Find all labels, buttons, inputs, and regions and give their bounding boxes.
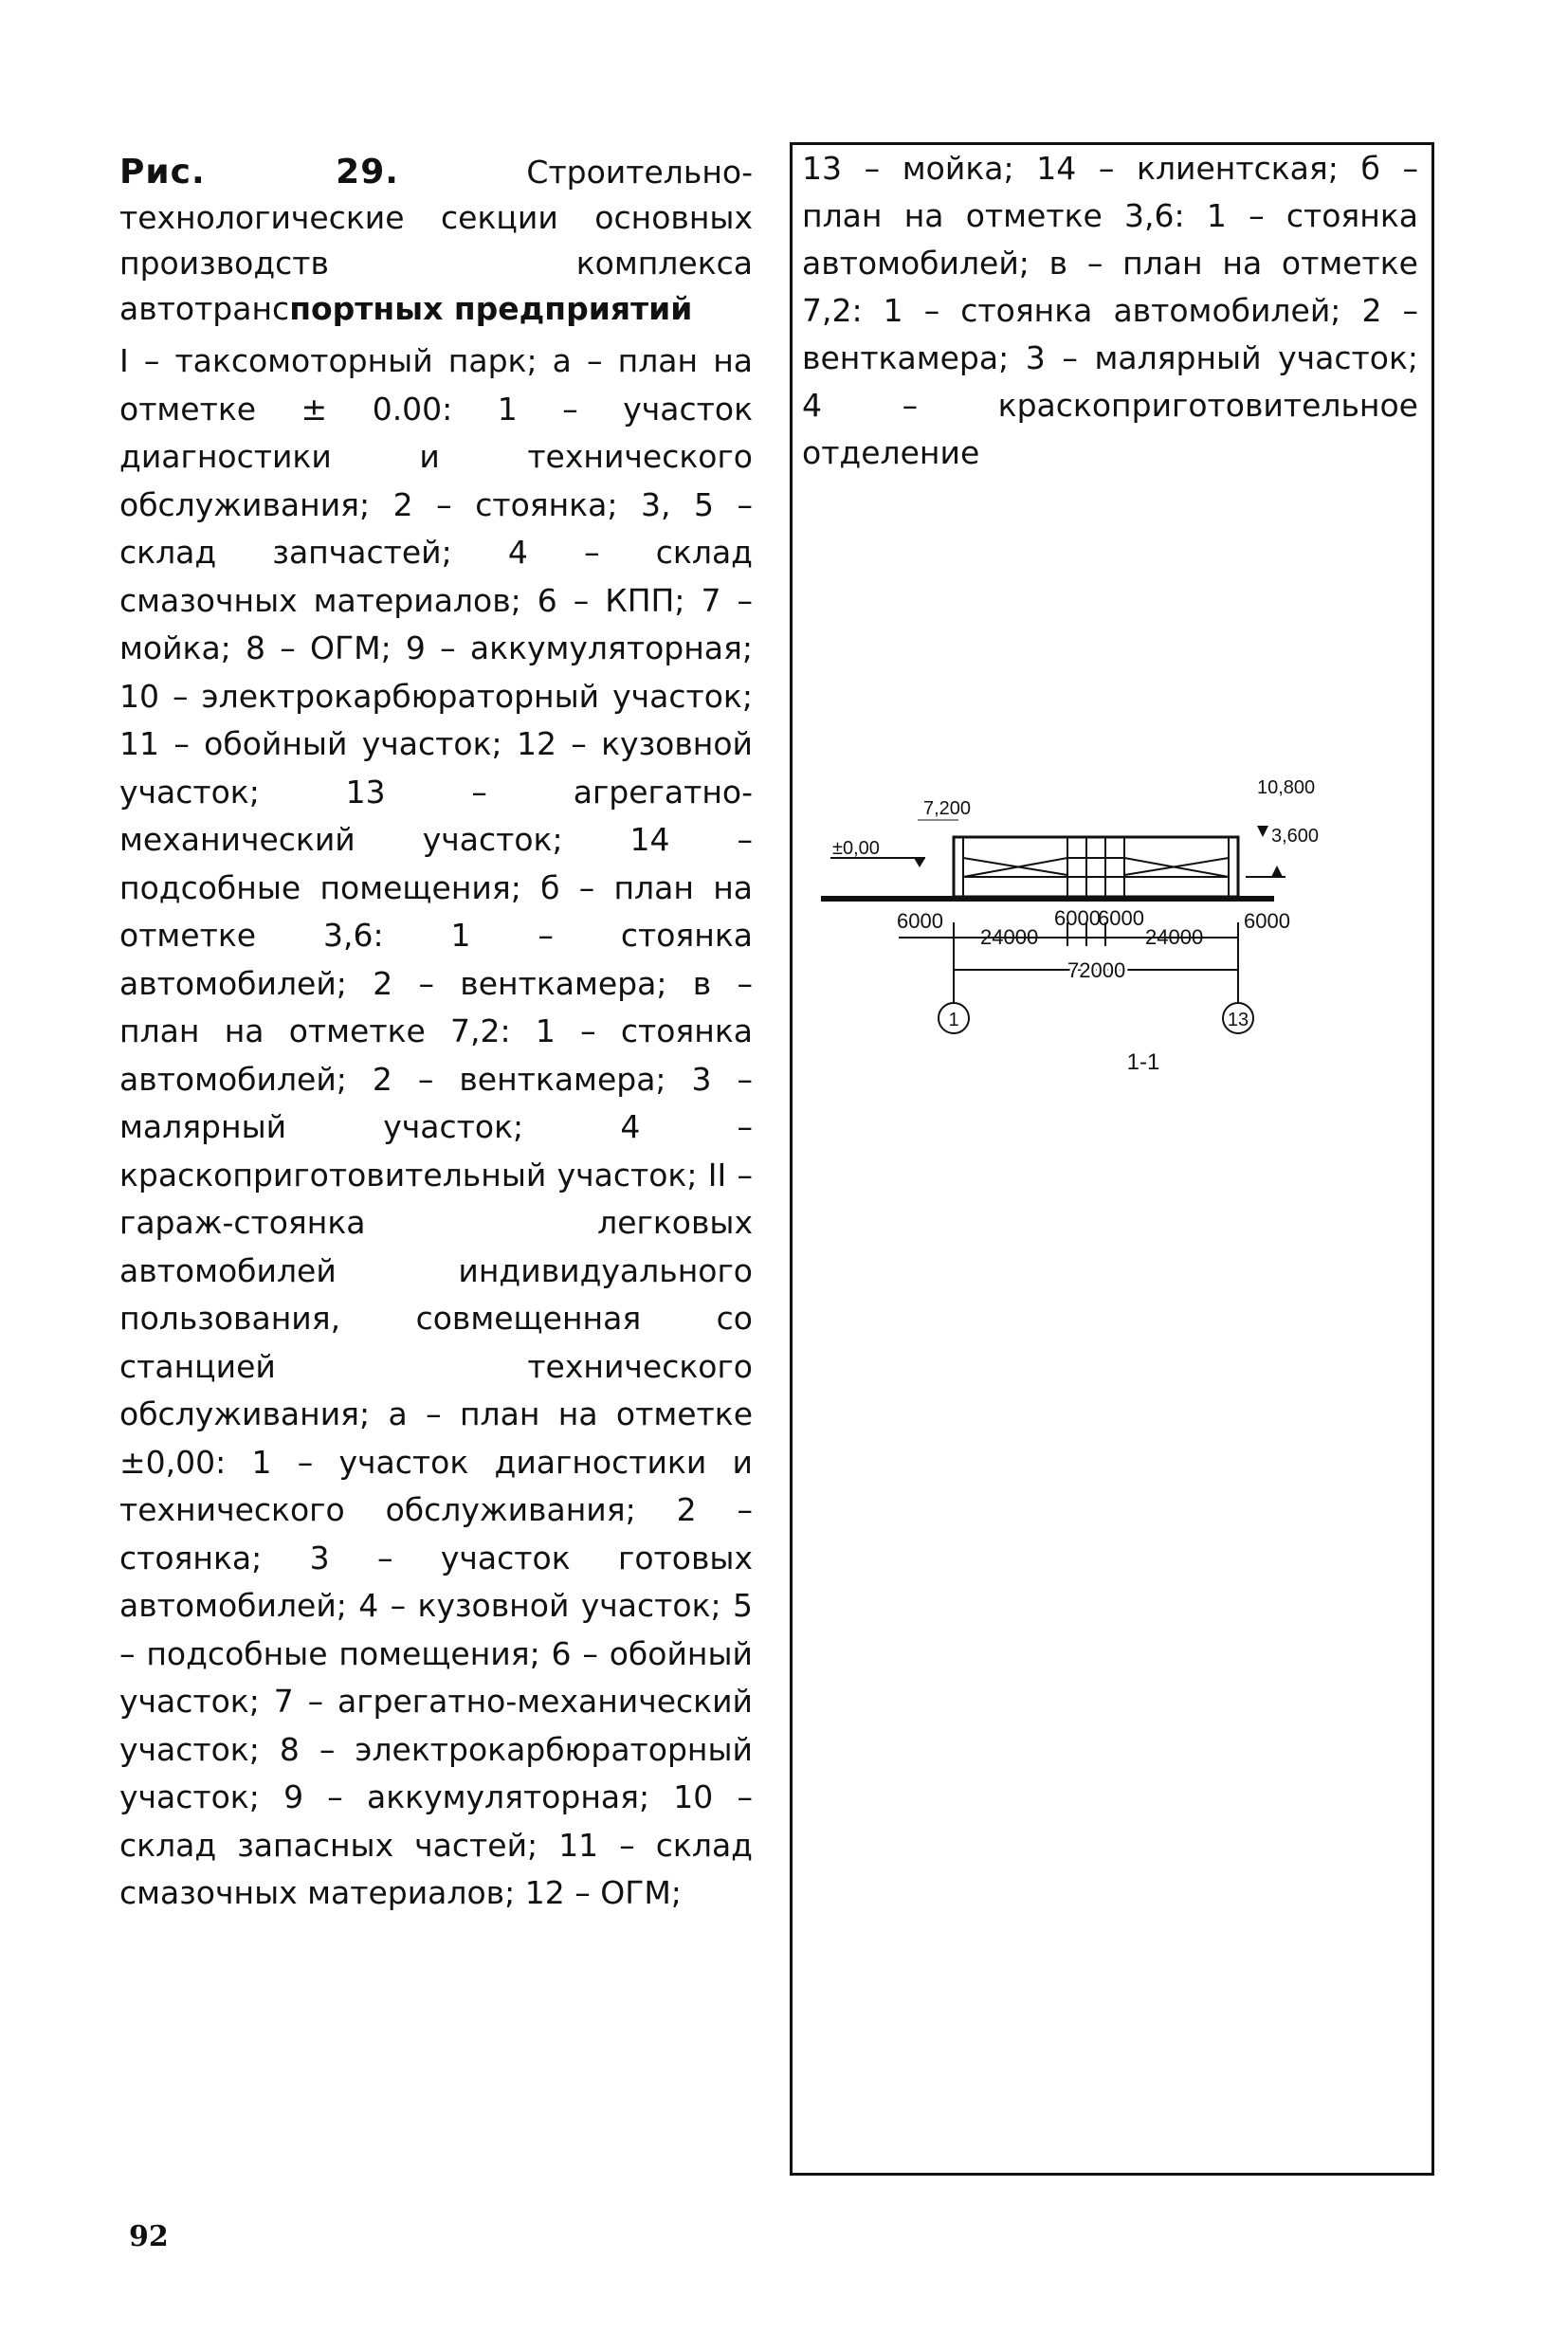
figure-caption xyxy=(119,150,753,332)
elev-ground-label: ±0,00 xyxy=(832,838,880,859)
left-column xyxy=(119,150,753,1918)
dim-span-right: 24000 xyxy=(1145,925,1204,949)
figure-label: Рис. 29. xyxy=(119,153,399,191)
figure-title-end: портных предприятий xyxy=(289,290,693,327)
section-label: 1-1 xyxy=(1126,1049,1160,1075)
legend-text-left: I – таксомоторный парк; а – план на отметке ± 0.00: 1 – участок диагностики и технического обслуживания; 2 – стоянка; 3, 5 – склад запчастей; 4 – склад смазочных материалов; 6 – КПП; 7 – мойка; 8 – ОГМ; 9 – аккумуляторная; 10 – электрокарбюраторный участок; 11 – обойный участок; 12 – кузовной участок; 13 – агрегатно-механический участок; 14 – подсобные помещения; б – план на отметке 3,6: 1 – стоянка автомобилей; 2 – венткамера; в – план на отметке 7,2: 1 – стоянка автомобилей; 2 – венткамера; 3 – малярный участок; 4 – краскоприготовительный участок; II – гараж-стоянка легковых автомобилей индивидуального пользования, совмещенная со станцией технического обслуживания; а – план на отметке ±0,00: 1 – участок диагностики и технического обслуживания; 2 – стоянка; 3 – участок готовых автомобилей; 4 – кузовной участок; 5 – подсобные помещения; 6 – обойный участок; 7 – агрегатно-механический участок; 8 – электрокарбюраторный участок; 9 – аккумуляторная; 10 – склад запасных частей; 11 – склад смазочных материалов; 12 – ОГМ; xyxy=(119,342,753,1911)
elev-top-label: 10,800 xyxy=(1257,777,1316,798)
elev-level1-label: 3,600 xyxy=(1271,826,1320,847)
figure-frame xyxy=(790,142,1434,2176)
dim-center-left: 6000 xyxy=(1054,906,1101,930)
axis-13-label: 13 xyxy=(1227,1010,1249,1030)
building-section-drawing xyxy=(793,145,1437,2178)
elev-level1-marker-icon xyxy=(1271,866,1283,877)
axis-1-label: 1 xyxy=(948,1010,959,1030)
dim-total: 72000 xyxy=(1067,958,1126,982)
page-number: 92 xyxy=(129,2220,169,2253)
elev-top-marker-icon xyxy=(1257,826,1268,837)
dim-right-end: 6000 xyxy=(1244,909,1290,933)
elev-level2-label: 7,200 xyxy=(923,798,972,819)
dim-left-end: 6000 xyxy=(897,909,943,933)
building-outline xyxy=(954,837,1238,897)
elev-ground-marker-icon xyxy=(914,858,925,867)
dim-center-right: 6000 xyxy=(1098,906,1144,930)
dim-span-left: 24000 xyxy=(980,925,1039,949)
figure-title: Строительно-технологические секции основных производств комплекса автотранс xyxy=(119,154,753,327)
legend-text-right: 13 – мойка; 14 – клиентская; б – план на отметке 3,6: 1 – стоянка автомобилей; в – план на отметке 7,2: 1 – стоянка автомобилей; 2 – венткамера; 3 – малярный участок; 4 – краскоприготовительное отделение xyxy=(802,150,1418,471)
